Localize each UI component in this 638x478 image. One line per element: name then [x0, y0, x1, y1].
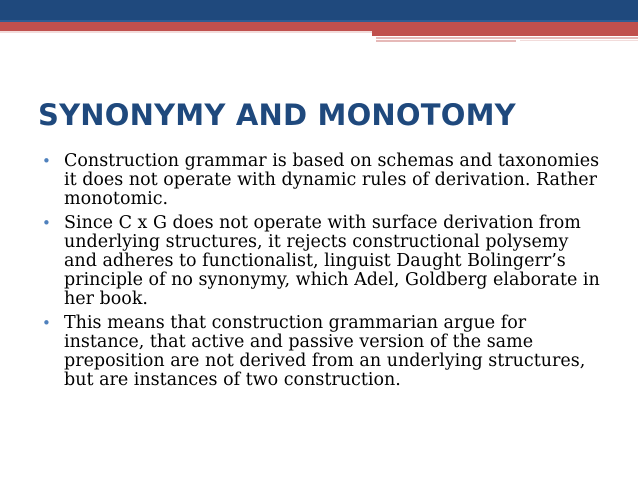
bullet-dot-icon: • [42, 314, 51, 332]
bullet-item [40, 152, 605, 209]
bullet-item [40, 314, 605, 390]
bullet-item [40, 214, 605, 309]
bullet-dot-icon: • [42, 214, 51, 232]
bullet-dot-icon: • [42, 152, 51, 170]
bullet-text: Construction grammar is based on schemas and taxonomies it does not operate with dynamic rules of derivation. Rather monotomic. [64, 151, 600, 209]
header-bar-pink-1 [376, 37, 638, 39]
bullet-text: This means that construction grammarian argue for instance, that active and passive version of the same preposition are not derived from an underlying structures, but are instances of two construction. [64, 313, 586, 390]
header-bar-red-thin [372, 31, 638, 36]
bullet-list [40, 152, 605, 395]
header-bar-pink-2 [376, 40, 516, 42]
header-bar-pink-3 [520, 40, 638, 41]
header-bar-navy [0, 0, 638, 20]
slide-title: SYNONYMY AND MONOTOMY [38, 98, 516, 132]
header-bar-red [0, 22, 638, 31]
bullet-text: Since C x G does not operate with surface derivation from underlying structures, it rejects constructional polysemy and adheres to functionalist, linguist Daught Bolingerr’s principle of no synonymy, which Adel, Goldberg elaborate in her book. [64, 213, 600, 309]
header-bar-pale-left [0, 31, 372, 33]
